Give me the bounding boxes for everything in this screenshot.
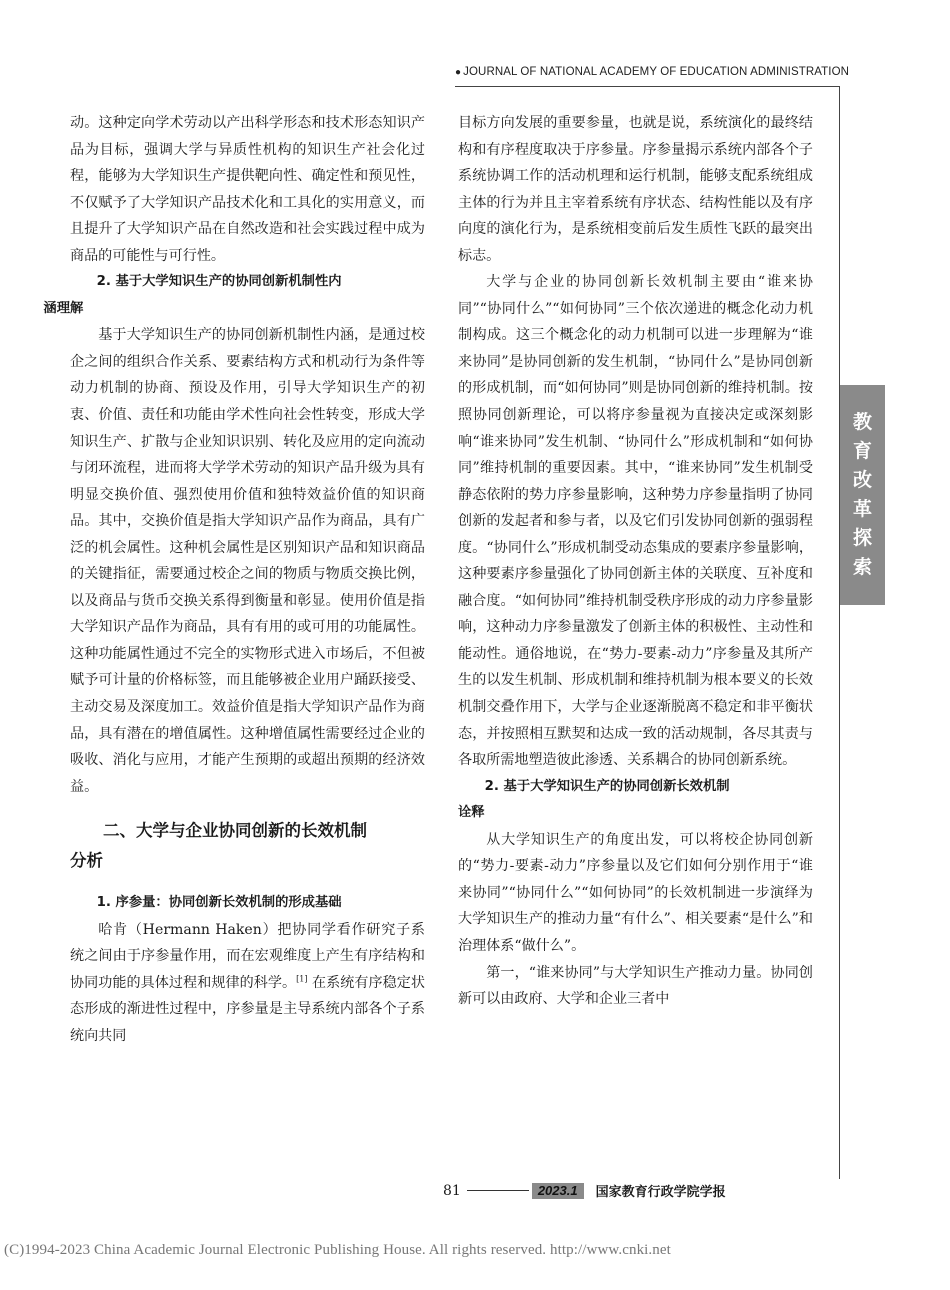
paragraph: 大学与企业的协同创新长效机制主要由“谁来协同”“协同什么”“如何协同”三个依次递进的概念化动力机制构成。这三个概念化的动力机制可以进一步理解为“谁来协同”是协同创新的发生机制，“协同什么”是协同创新的形成机制，而“如何协同”则是协同创新的维持机制。按照协同创新理论，可以将序参量视为直接决定或深刻影响“谁来协同”发生机制、“协同什么”形成机制和“如何协同”维持机制的重要因素。其中，“谁来协同”发生机制受静态依附的势力序参量影响，这种势力序参量指明了协同创新的发起者和参与者，以及它们引发协同创新的强弱程度。“协同什么”形成机制受动态集成的要素序参量影响，这种要素序参量强化了协同创新主体的关联度、互补度和融合度。“如何协同”维持机制受秩序形成的动力序参量影响，这种动力序参量激发了创新主体的积极性、主动性和能动性。通俗地说，在“势力-要素-动力”序参量及其所产生的以发生机制、形成机制和维持机制为根本要义的长效机制交叠作用下，大学与企业逐渐脱离不稳定和非平衡状态，并按照相互默契和达成一致的活动规制，各尽其责与各取所需地塑造彼此渗透、关系耦合的协同创新系统。 bbox=[458, 274, 813, 769]
copyright-notice: (C)1994-2023 China Academic Journal Electronic Publishing House. All rights reserved. http://www.cnki.net bbox=[4, 1242, 671, 1258]
left-column bbox=[43, 110, 426, 1050]
issue-badge: 2023.1 bbox=[532, 1183, 584, 1199]
paragraph-text: 哈肯（Hermann Haken）把协同学看作研究子系统之间由于序参量作用，而在宏观维度上产生有序结构和协同功能的具体过程和规律的科学。 bbox=[70, 921, 425, 991]
paragraph-text: 在系统有序稳定状态形成的渐进性过程中，序参量是主导系统内部各个子系统向共同 bbox=[70, 974, 426, 1044]
subheading bbox=[458, 774, 813, 827]
right-column bbox=[458, 110, 813, 1013]
paragraph: 第一，“谁来协同”与大学知识生产推动力量。协同创新可以由政府、大学和企业三者中 bbox=[458, 964, 813, 1008]
subheading-line: 涵理解 bbox=[43, 300, 84, 316]
section-tab-char: 育 bbox=[852, 440, 872, 462]
footer-rule bbox=[467, 1190, 529, 1191]
section-tab bbox=[840, 385, 885, 605]
paragraph: 从大学知识生产的角度出发，可以将校企协同创新的“势力-要素-动力”序参量以及它们如何分别作用于“谁来协同”“协同什么”“如何协同”的长效机制进一步演绎为大学知识生产的推动力量“有什么”、相关要素“是什么”和治理体系“做什么”。 bbox=[458, 831, 813, 954]
bullet-icon: ● bbox=[455, 67, 462, 78]
citation-ref: [1] bbox=[296, 974, 308, 984]
header-rule bbox=[455, 86, 839, 87]
journal-english-title: JOURNAL OF NATIONAL ACADEMY OF EDUCATION ADMINISTRATION bbox=[463, 66, 850, 78]
section-tab-char: 教 bbox=[852, 411, 872, 433]
subheading-line: 2. 基于大学知识生产的协同创新机制性内 bbox=[96, 274, 342, 290]
journal-chinese-title: 国家教育行政学院学报 bbox=[595, 1185, 726, 1200]
paragraph: 目标方向发展的重要参量，也就是说，系统演化的最终结构和有序程度取决于序参量。序参量揭示系统内部各个子系统协调工作的活动机理和运行机制，能够支配系统组成主体的行为并且主宰着系统有序状态、结构性能以及有序向度的演化行为，是系统相变前后发生质性飞跃的最突出标志。 bbox=[458, 115, 813, 264]
subheading-line: 2. 基于大学知识生产的协同创新长效机制 bbox=[484, 778, 730, 794]
section-tab-char: 革 bbox=[852, 498, 872, 520]
paragraph: 动。这种定向学术劳动以产出科学形态和技术形态知识产品为目标，强调大学与异质性机构的知识生产社会化过程，能够为大学知识生产提供靶向性、确定性和预见性，不仅赋予了大学知识产品技术化和工具化的实用意义，而且提升了大学知识产品在自然改造和社会实践过程中成为商品的可能性与可行性。 bbox=[70, 115, 425, 264]
subheading: 1. 序参量：协同创新长效机制的形成基础 bbox=[96, 895, 342, 911]
subheading-line: 诠释 bbox=[458, 805, 485, 821]
paragraph bbox=[70, 917, 425, 1050]
page-footer bbox=[443, 1181, 726, 1200]
section-heading bbox=[70, 816, 425, 876]
section-tab-char: 改 bbox=[852, 469, 872, 491]
running-header bbox=[455, 66, 849, 78]
section-heading-line: 二、大学与企业协同创新的长效机制 bbox=[103, 821, 367, 841]
section-tab-char: 探 bbox=[852, 527, 872, 549]
section-heading-line: 分析 bbox=[70, 851, 103, 871]
page-number: 81 bbox=[443, 1182, 461, 1199]
paragraph: 基于大学知识生产的协同创新机制性内涵，是通过校企之间的组织合作关系、要素结构方式和机动行为条件等动力机制的协商、预设及作用，引导大学知识生产的初衷、价值、责任和功能由学术性向社会性转变，形成大学知识生产、扩散与企业知识识别、转化及应用的定向流动与闭环流程，进而将大学学术劳动的知识产品升级为具有明显交换价值、强烈使用价值和独特效益价值的知识商品。其中，交换价值是指大学知识产品作为商品，具有广泛的机会属性。这种机会属性是区别知识产品和知识商品的关键指征，需要通过校企之间的物质与物质交换比例，以及商品与货币交换关系得到衡量和彰显。使用价值是指大学知识产品作为商品，具有有用的或可用的功能属性。这种功能属性通过不完全的实物形式进入市场后，不但被赋予可计量的价格标签，而且能够被企业用户踊跃接受、主动交易及深度加工。效益价值是指大学知识产品作为商品，具有潜在的增值属性。这种增值属性需要经过企业的吸收、消化与应用，才能产生预期的或超出预期的经济效益。 bbox=[70, 327, 425, 795]
section-tab-char: 索 bbox=[852, 556, 872, 578]
subheading bbox=[43, 269, 425, 322]
margin-rule bbox=[839, 86, 840, 1179]
